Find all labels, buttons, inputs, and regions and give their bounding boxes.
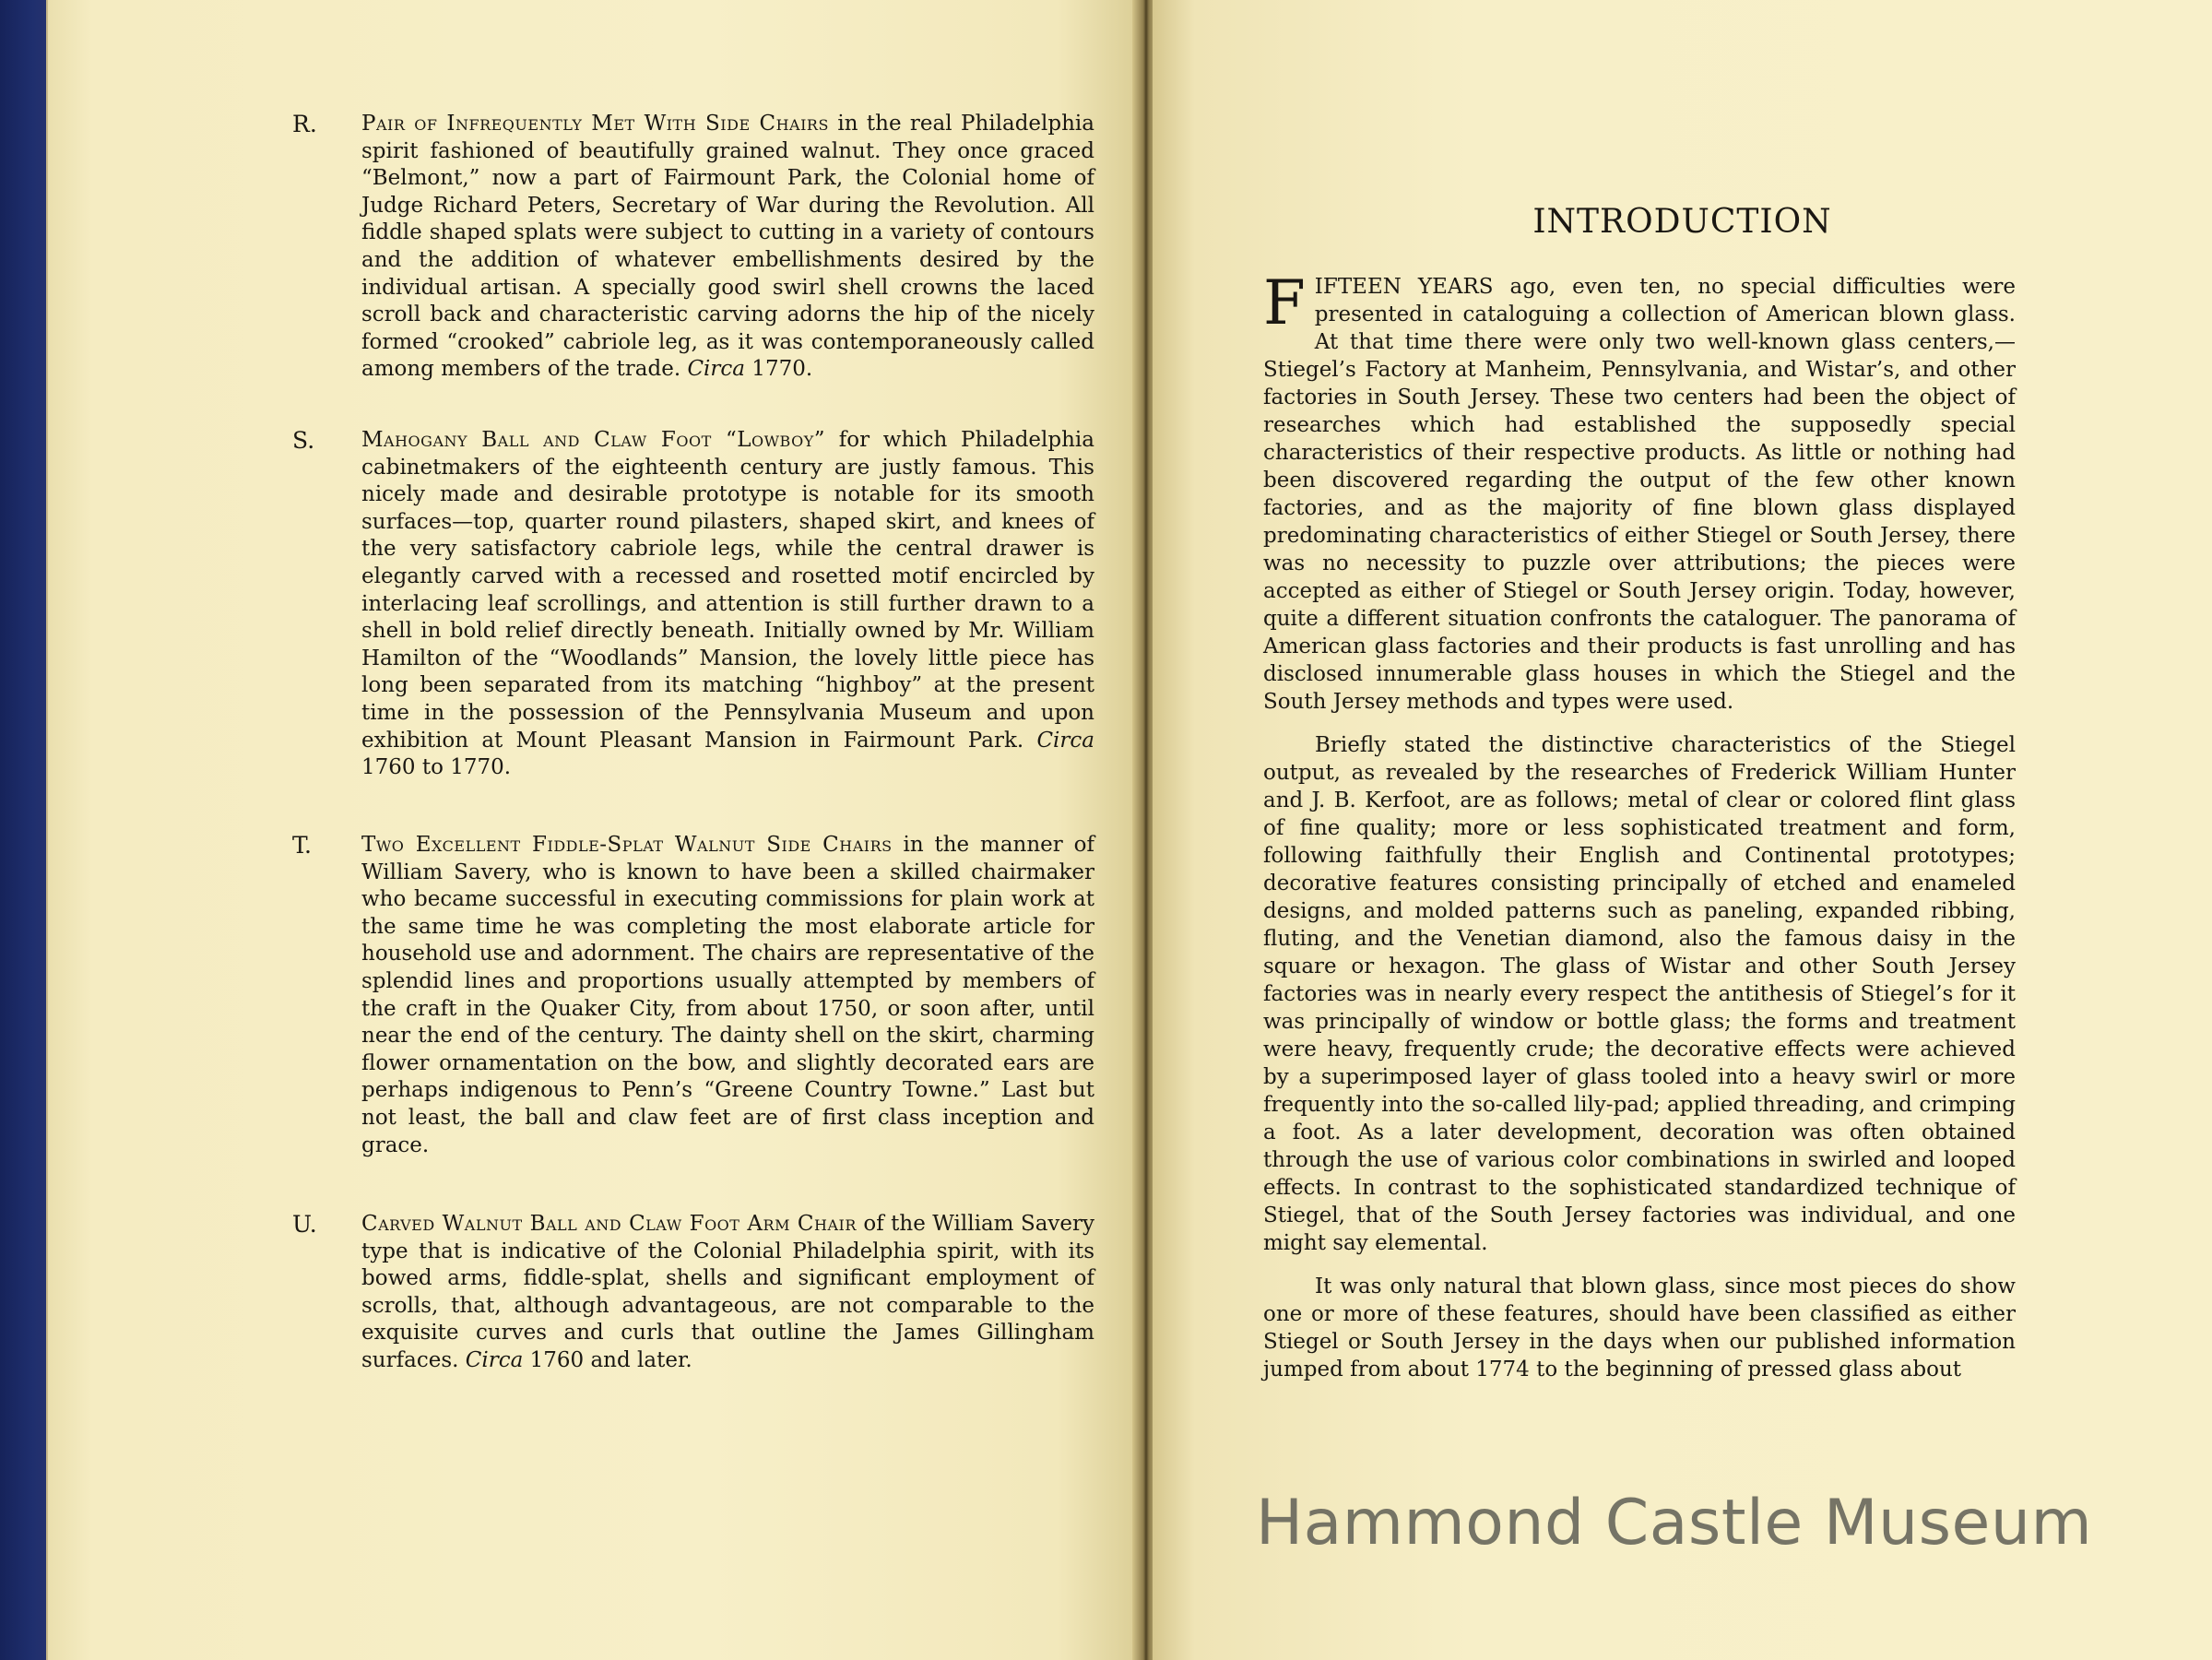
drop-cap: F bbox=[1263, 267, 1306, 338]
entry-text: for which Philadelphia cabinetmakers of the eighteenth century are justly famous. This nicely made and desirable prototype is notable for its smooth surfaces—top, quarter round pilasters, shaped skirt, and knees of the very satisfactory cabriole legs, while the central drawer is elegantly carved with a recessed and rosetted motif encircled by interlacing leaf scrollings, and attention is still further drawn to a shell in bold relief directly beneath. Initially owned by Mr. William Hamilton of the “Woodlands” Mansion, the lovely little piece has long been separated from its matching “highboy” at the present time in the possession of the Pennsylvania Museum and upon exhibition at Mount Pleasant Mansion in Fairmount Park. bbox=[361, 428, 1094, 753]
paragraph bbox=[1263, 731, 2016, 1257]
right-page bbox=[1153, 0, 2212, 1660]
page-title: INTRODUCTION bbox=[1532, 203, 1832, 241]
entry-letter: S. bbox=[292, 427, 315, 454]
entry-text: in the manner of William Savery, who is known to have been a skilled chairmaker who became successful in executing commissions for plain work at the same time he was completing the most elaborate article for household use and adornment. The chairs are representative of the splendid lines and proportions usually attempted by members of the craft in the Quaker City, from about 1750, or soon after, until near the end of the century. The dainty shell on the skirt, charming flower ornamentation on the bow, and slightly decorated ears are perhaps indigenous to Penn’s “Greene Country Towne.” Last but not least, the ball and claw feet are of first class inception and grace. bbox=[361, 833, 1094, 1157]
entry-date: 1770. bbox=[745, 357, 813, 382]
entry-circa: Circa bbox=[465, 1347, 524, 1372]
entry-title: Pair of Infrequently Met With Side Chairs bbox=[361, 112, 829, 136]
museum-watermark: Hammond Castle Museum bbox=[1256, 1487, 2093, 1559]
entry-letter: R. bbox=[292, 111, 317, 137]
entry-body bbox=[361, 111, 1094, 384]
entry-title: Mahogany Ball and Claw Foot “Lowboy” bbox=[361, 428, 826, 452]
entry-letter: U. bbox=[292, 1211, 317, 1238]
entry-text: in the real Philadelphia spirit fashioned of beautifully grained walnut. They once graced “Belmont,” now a part of Fairmount Park, the Colonial home of Judge Richard Peters, Secretary of War during the Revolution. All fiddle shaped splats were subject to cutting in a variety of contours and the addition of whatever embellishments desired by the individual artisan. A specially good swirl shell crowns the laced scroll back and characteristic carving adorns the hip of the nicely formed “crooked” cabriole leg, as it was contemporaneously called among members of the trade. bbox=[361, 112, 1094, 382]
entry-text: of the William Savery type that is indicative of the Colonial Philadelphia spirit, with its bowed arms, fiddle-splat, shells and significant employment of scrolls, that, although advantageous, are not comparable to the exquisite curves and curls that outline the James Gillingham surfaces. bbox=[361, 1212, 1095, 1372]
entry-body bbox=[361, 832, 1094, 1159]
paragraph-text: IFTEEN YEARS ago, even ten, no special difficulties were presented in cataloguing a collection of American blown glass. At that time there were only two well-known glass centers,—Stiegel’s Factory at Manheim, Pennsylvania, and Wistar’s, and other factories in South Jersey. These two centers had been the object of researches which had established the supposedly special characteristics of their respective products. As little or nothing had been discovered regarding the output of the few other known factories, and as the majority of fine blown glass displayed predominating characteristics of either Stiegel or South Jersey, there was no necessity to puzzle over attributions; the pieces were accepted as either of Stiegel or South Jersey origin. Today, however, quite a different situation confronts the cataloguer. The panorama of American glass factories and their products is fast unrolling and has disclosed innumerable glass houses in which the Stiegel and the South Jersey methods and types were used. bbox=[1263, 275, 2016, 714]
entry-letter: T. bbox=[292, 832, 312, 859]
entry-circa: Circa bbox=[687, 357, 745, 382]
paragraph-text: It was only natural that blown glass, since most pieces do show one or more of these features, should have been classified as either Stiegel or South Jersey in the days when our published information jumped from about 1774 to the beginning of pressed glass about bbox=[1263, 1275, 2016, 1381]
left-page bbox=[46, 0, 1145, 1660]
paragraph-text: Briefly stated the distinctive characteristics of the Stiegel output, as revealed by the researches of Frederick William Hunter and J. B. Kerfoot, are as follows; metal of clear or colored flint glass of fine quality; more or less sophisticated treatment and form, following faithfully their English and Continental prototypes; decorative features consisting principally of etched and enameled designs, and molded patterns such as paneling, expanded ribbing, fluting, and the Venetian diamond, also the famous daisy in the square or hexagon. The glass of Wistar and other South Jersey factories was in nearly every respect the antithesis of Stiegel’s for it was principally of window or bottle glass; the forms and treatment were heavy, frequently crude; the decorative effects were achieved by a superimposed layer of glass tooled into a heavy swirl or more frequently into the so-called lily-pad; applied threading, and crimping a foot. As a later development, decoration was often obtained through the use of various color combinations in swirled and looped effects. In contrast to the sophisticated standardized technique of Stiegel, that of the South Jersey factories was individual, and one might say elemental. bbox=[1263, 733, 2016, 1255]
entry-body bbox=[361, 427, 1094, 782]
paragraph bbox=[1263, 267, 2016, 716]
entry-circa: Circa bbox=[1036, 728, 1094, 753]
entry-title: Carved Walnut Ball and Claw Foot Arm Chair bbox=[361, 1212, 857, 1236]
introduction-text bbox=[1263, 267, 2016, 1399]
entry-date: 1760 to 1770. bbox=[361, 755, 512, 780]
entry-body bbox=[361, 1211, 1094, 1375]
entry-title: Two Excellent Fiddle-Splat Walnut Side Chairs bbox=[361, 833, 893, 857]
entry-date: 1760 and later. bbox=[523, 1347, 692, 1372]
paragraph bbox=[1263, 1273, 2016, 1383]
